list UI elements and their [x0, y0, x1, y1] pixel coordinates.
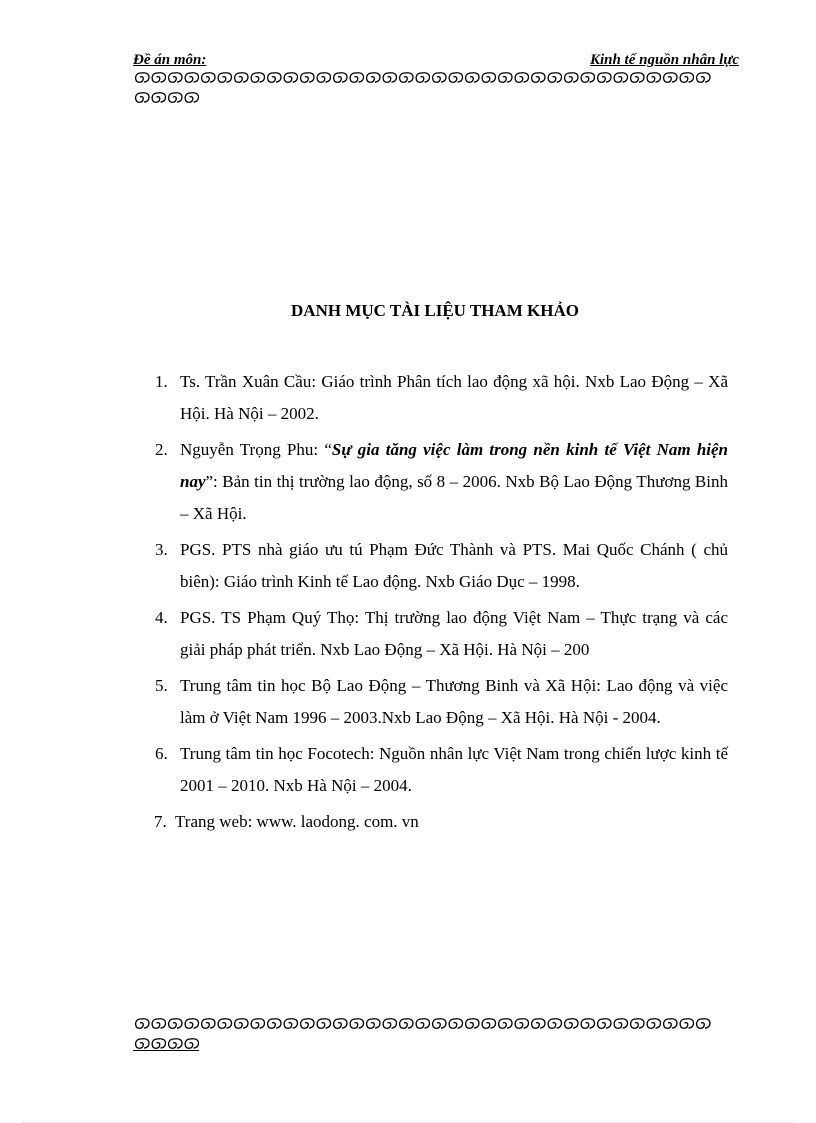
chain-link-icon	[416, 1019, 429, 1029]
chain-link-icon	[449, 73, 462, 83]
chain-link-icon	[466, 1019, 479, 1029]
chain-link-icon	[268, 73, 281, 83]
chain-link-icon	[631, 1019, 644, 1029]
reference-list	[150, 366, 728, 838]
chain-link-icon	[532, 73, 545, 83]
reference-number: 1.	[155, 372, 168, 391]
chain-link-icon	[664, 73, 677, 83]
reference-number: 3.	[155, 540, 168, 559]
chain-link-icon	[499, 1019, 512, 1029]
reference-item	[150, 806, 728, 838]
chain-link-icon	[284, 73, 297, 83]
reference-item	[150, 434, 728, 530]
chain-link-icon	[350, 1019, 363, 1029]
reference-item	[150, 534, 728, 598]
page-title: DANH MỤC TÀI LIỆU THAM KHẢO	[291, 301, 579, 320]
chain-link-icon	[400, 73, 413, 83]
chain-link-icon	[169, 1039, 182, 1049]
chain-link-icon	[433, 73, 446, 83]
chain-link-icon	[317, 1019, 330, 1029]
chain-link-icon	[169, 73, 182, 83]
chain-link-icon	[614, 73, 627, 83]
chain-link-icon	[235, 1019, 248, 1029]
chain-link-icon	[185, 1039, 198, 1049]
header-subject: Kinh tế nguồn nhân lực	[589, 52, 739, 68]
chain-link-icon	[334, 73, 347, 83]
reference-text-prefix: Nguyễn Trọng Phu: “	[180, 440, 332, 459]
chain-link-icon	[383, 73, 396, 83]
chain-ornament-icon	[133, 90, 199, 104]
chain-link-icon	[499, 73, 512, 83]
chain-link-icon	[235, 73, 248, 83]
chain-link-icon	[185, 93, 198, 103]
reference-number: 7.	[154, 812, 167, 831]
chain-link-icon	[416, 73, 429, 83]
chain-link-icon	[515, 1019, 528, 1029]
chain-link-icon	[614, 1019, 627, 1029]
chain-link-icon	[532, 1019, 545, 1029]
chain-link-icon	[169, 1019, 182, 1029]
chain-link-icon	[251, 1019, 264, 1029]
footer-ornament-row-2	[133, 1036, 199, 1051]
chain-link-icon	[185, 1019, 198, 1029]
chain-link-icon	[218, 73, 231, 83]
reference-item	[150, 738, 728, 802]
chain-link-icon	[631, 73, 644, 83]
chain-link-icon	[350, 73, 363, 83]
chain-link-icon	[664, 1019, 677, 1029]
chain-link-icon	[301, 73, 314, 83]
chain-link-icon	[433, 1019, 446, 1029]
reference-text: PGS. TS Phạm Quý Thọ: Thị trường lao động Việt Nam – Thực trạng và các giải pháp phát triển. Nxb Lao Động – Xã Hội. Hà Nội – 200	[180, 608, 728, 659]
chain-link-icon	[367, 73, 380, 83]
chain-link-icon	[152, 1039, 165, 1049]
reference-number: 6.	[155, 744, 168, 763]
chain-link-icon	[383, 1019, 396, 1029]
chain-link-icon	[548, 1019, 561, 1029]
chain-link-icon	[152, 1019, 165, 1029]
chain-link-icon	[565, 1019, 578, 1029]
header-course-label: Đề án môn:	[133, 52, 207, 68]
reference-text: Ts. Trần Xuân Cầu: Giáo trình Phân tích lao động xã hội. Nxb Lao Động – Xã Hội. Hà Nội – 2002.	[180, 372, 728, 423]
reference-number: 5.	[155, 676, 168, 695]
chain-link-icon	[169, 93, 182, 103]
reference-text: Trung tâm tin học Focotech: Nguồn nhân lực Việt Nam trong chiến lược kinh tế 2001 – 2010. Nxb Hà Nội – 2004.	[180, 744, 728, 795]
chain-link-icon	[482, 73, 495, 83]
header-ornament-row-1	[133, 70, 725, 84]
reference-item	[150, 670, 728, 734]
reference-item	[150, 366, 728, 430]
reference-article-title: Sự gia tăng việc làm trong nền kinh tế Việt Nam hiện nay	[180, 440, 728, 491]
chain-link-icon	[647, 1019, 660, 1029]
chain-link-icon	[565, 73, 578, 83]
chain-link-icon	[367, 1019, 380, 1029]
header-ornament-row-2	[133, 90, 199, 104]
chain-link-icon	[548, 73, 561, 83]
chain-link-icon	[400, 1019, 413, 1029]
chain-link-icon	[680, 73, 693, 83]
chain-link-icon	[697, 73, 710, 83]
chain-link-icon	[152, 73, 165, 83]
chain-link-icon	[251, 73, 264, 83]
chain-link-icon	[202, 1019, 215, 1029]
chain-ornament-icon	[133, 1016, 725, 1030]
chain-link-icon	[598, 1019, 611, 1029]
chain-link-icon	[136, 93, 149, 103]
chain-link-icon	[466, 73, 479, 83]
chain-link-icon	[449, 1019, 462, 1029]
chain-link-icon	[697, 1019, 710, 1029]
chain-link-icon	[515, 73, 528, 83]
chain-link-icon	[152, 93, 165, 103]
reference-text: Trung tâm tin học Bộ Lao Động – Thương Binh và Xã Hội: Lao động và việc làm ở Việt Nam 1996 – 2003.Nxb Lao Động – Xã Hội. Hà Nội - 2004.	[180, 676, 728, 727]
chain-link-icon	[136, 1019, 149, 1029]
chain-link-icon	[202, 73, 215, 83]
page-header	[133, 52, 739, 69]
chain-link-icon	[680, 1019, 693, 1029]
chain-link-icon	[647, 73, 660, 83]
chain-link-icon	[185, 73, 198, 83]
reference-text: Trang web: www. laodong. com. vn	[175, 812, 419, 831]
chain-link-icon	[581, 1019, 594, 1029]
chain-link-icon	[218, 1019, 231, 1029]
chain-link-icon	[581, 73, 594, 83]
reference-text: PGS. PTS nhà giáo ưu tú Phạm Đức Thành và PTS. Mai Quốc Chánh ( chủ biên): Giáo trình Kinh tế Lao động. Nxb Giáo Dục – 1998.	[180, 540, 728, 591]
chain-link-icon	[136, 1039, 149, 1049]
reference-item	[150, 602, 728, 666]
chain-link-icon	[268, 1019, 281, 1029]
chain-link-icon	[334, 1019, 347, 1029]
chain-link-icon	[301, 1019, 314, 1029]
reference-number: 4.	[155, 608, 168, 627]
chain-link-icon	[598, 73, 611, 83]
chain-link-icon	[284, 1019, 297, 1029]
chain-ornament-icon	[133, 70, 725, 84]
footer-ornament-row-1	[133, 1016, 725, 1030]
chain-ornament-icon	[133, 1036, 199, 1050]
reference-text-suffix: ”: Bản tin thị trường lao động, số 8 – 2006. Nxb Bộ Lao Động Thương Binh – Xã Hội.	[180, 472, 728, 523]
chain-link-icon	[136, 73, 149, 83]
reference-number: 2.	[155, 440, 168, 459]
chain-link-icon	[482, 1019, 495, 1029]
chain-link-icon	[317, 73, 330, 83]
